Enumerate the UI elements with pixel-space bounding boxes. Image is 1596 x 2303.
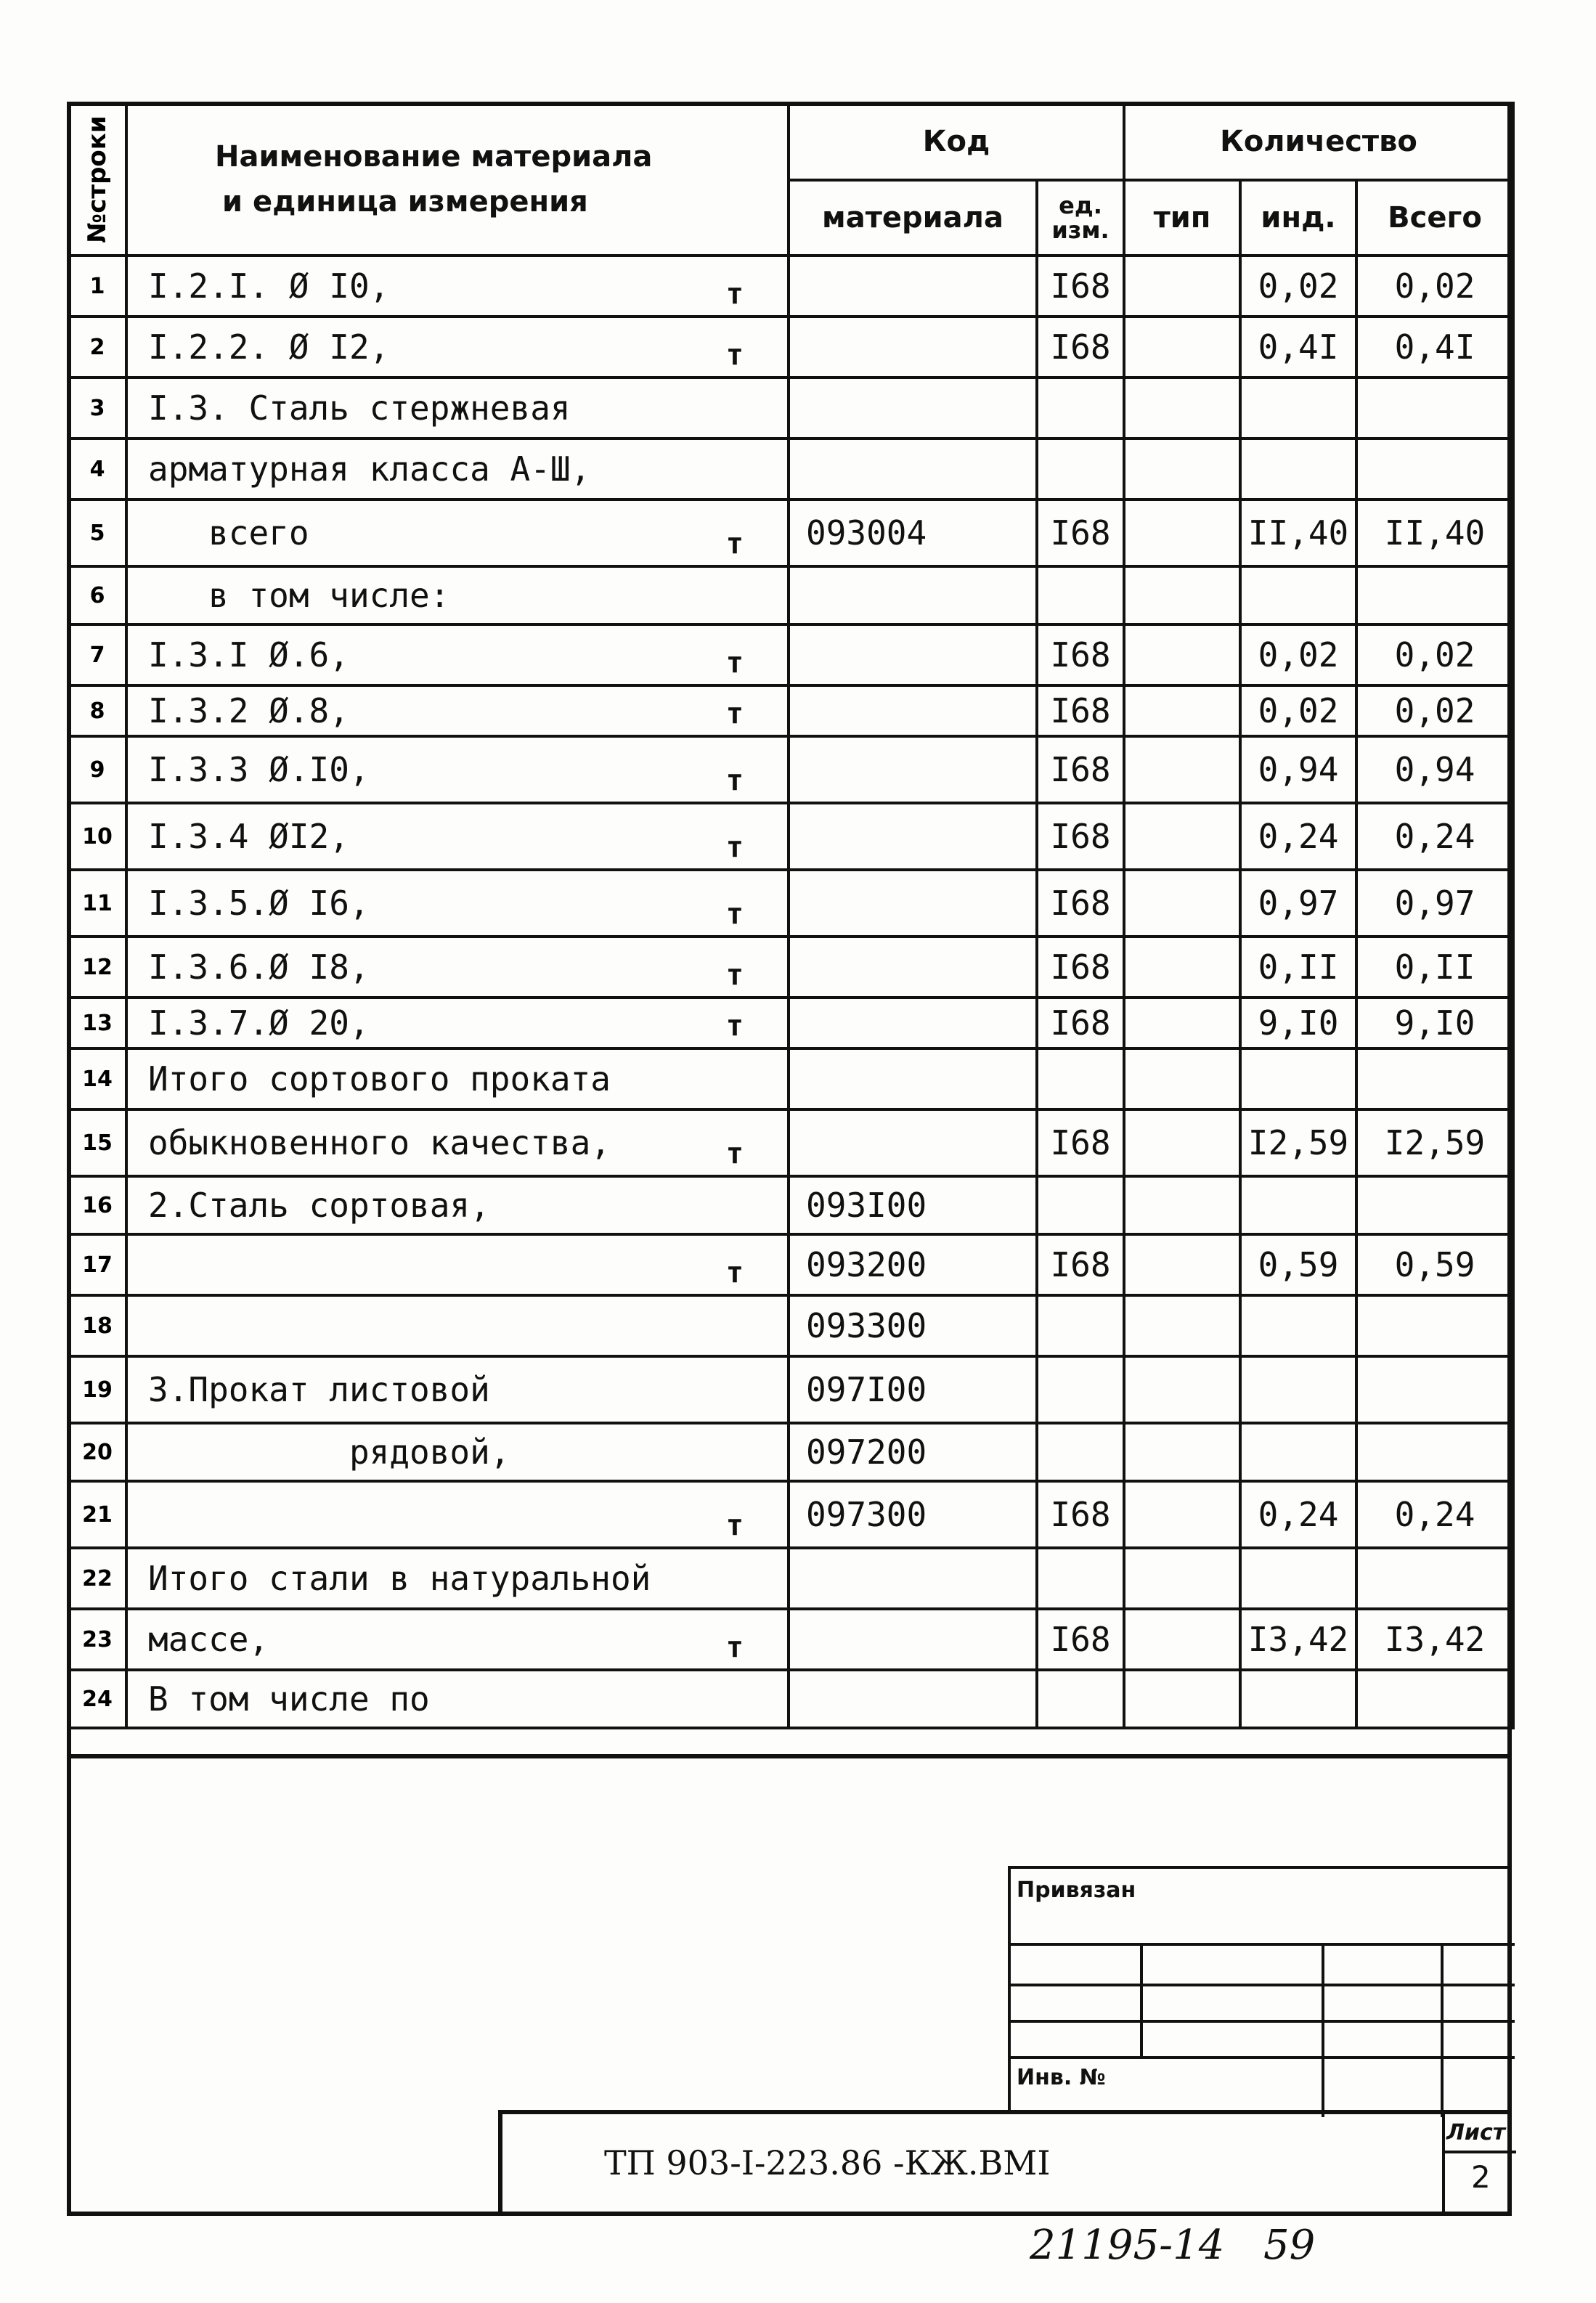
unit-code: I68 (1037, 1609, 1124, 1670)
row-number: 1 (68, 256, 126, 317)
unit-mark: т (725, 1631, 744, 1664)
qty-ind: I2,59 (1240, 1109, 1356, 1176)
unit-code: I68 (1037, 736, 1124, 803)
material-code: 093200 (789, 1234, 1037, 1295)
archive-number: 21195-14 (1030, 2222, 1225, 2269)
sheet-frame (67, 102, 1512, 2216)
unit-code: I68 (1037, 256, 1124, 317)
material-code: 093300 (789, 1295, 1037, 1356)
qty-ind: 0,4I (1240, 317, 1356, 378)
unit-code: I68 (1037, 685, 1124, 736)
material-name: I.3.6.Ø I8, т (126, 937, 789, 998)
material-name: I.3.5.Ø I6, т (126, 870, 789, 937)
material-code: 097200 (789, 1423, 1037, 1481)
qty-ind: II,40 (1240, 500, 1356, 566)
material-name: I.2.I. Ø I0, т (126, 256, 789, 317)
qty-total: 0,97 (1356, 870, 1513, 937)
material-code: 093004 (789, 500, 1037, 566)
row-number: 16 (68, 1176, 126, 1234)
row-number: 21 (68, 1481, 126, 1548)
row-number: 20 (68, 1423, 126, 1481)
unit-header: ед. изм. (1037, 180, 1124, 256)
material-name: 2.Сталь сортовая, (126, 1176, 789, 1234)
material-name-header: Наименование материала и единица измерения (126, 103, 789, 256)
row-number: 3 (68, 378, 126, 439)
unit-mark: т (725, 646, 744, 680)
row-number: 7 (68, 624, 126, 685)
unit-code: I68 (1037, 937, 1124, 998)
material-code: 097300 (789, 1481, 1037, 1548)
material-name: В том числе по (126, 1670, 789, 1728)
unit-mark: т (725, 697, 744, 730)
unit-code: I68 (1037, 1481, 1124, 1548)
unit-code: I68 (1037, 1109, 1124, 1176)
material-name: I.3.3 Ø.I0, т (126, 736, 789, 803)
code-header: Код (789, 103, 1124, 180)
sheet-number: 2 (1471, 2159, 1491, 2195)
qty-total: 0,24 (1356, 803, 1513, 870)
qty-total: 0,02 (1356, 256, 1513, 317)
quantity-header: Количество (1124, 103, 1513, 180)
unit-mark: т (725, 958, 744, 992)
page-number: 59 (1263, 2222, 1316, 2269)
row-number: 24 (68, 1670, 126, 1728)
row-number: 4 (68, 439, 126, 500)
qty-total: 0,59 (1356, 1234, 1513, 1295)
row-number: 9 (68, 736, 126, 803)
row-number: 6 (68, 566, 126, 624)
qty-total: 0,24 (1356, 1481, 1513, 1548)
qty-total: I3,42 (1356, 1609, 1513, 1670)
material-code: 097I00 (789, 1356, 1037, 1423)
qty-total: 0,94 (1356, 736, 1513, 803)
material-name: Итого сортового проката (126, 1048, 789, 1109)
qty-ind: 0,02 (1240, 624, 1356, 685)
row-number: 15 (68, 1109, 126, 1176)
unit-code: I68 (1037, 803, 1124, 870)
qty-ind: I3,42 (1240, 1609, 1356, 1670)
privyazan-label: Привязан (1017, 1878, 1136, 1903)
unit-mark: т (725, 277, 744, 311)
row-number: 13 (68, 998, 126, 1048)
total-header: Всего (1356, 180, 1513, 256)
material-name: I.3.I Ø.6, т (126, 624, 789, 685)
qty-total: II,40 (1356, 500, 1513, 566)
row-number: 23 (68, 1609, 126, 1670)
qty-ind: 9,I0 (1240, 998, 1356, 1048)
material-name: рядовой, (126, 1423, 789, 1481)
qty-ind: 0,97 (1240, 870, 1356, 937)
qty-ind: 0,24 (1240, 803, 1356, 870)
material-name: I.3.4 ØI2, т (126, 803, 789, 870)
row-number: 11 (68, 870, 126, 937)
row-number: 5 (68, 500, 126, 566)
qty-ind: 0,II (1240, 937, 1356, 998)
row-number: 8 (68, 685, 126, 736)
sheet-label: Лист (1446, 2120, 1506, 2145)
material-name: обыкновенного качества, т (126, 1109, 789, 1176)
ind-header: инд. (1240, 180, 1356, 256)
unit-mark: т (725, 1256, 744, 1289)
row-number: 10 (68, 803, 126, 870)
unit-code: I68 (1037, 998, 1124, 1048)
material-code-header: материала (789, 180, 1037, 256)
unit-mark: т (725, 338, 744, 372)
material-name: I.2.2. Ø I2, т (126, 317, 789, 378)
row-number: 18 (68, 1295, 126, 1356)
unit-mark: т (725, 831, 744, 864)
row-number: 19 (68, 1356, 126, 1423)
material-name: I.3. Сталь стержневая (126, 378, 789, 439)
row-number: 17 (68, 1234, 126, 1295)
unit-mark: т (725, 1009, 744, 1043)
unit-code: I68 (1037, 624, 1124, 685)
unit-mark: т (725, 527, 744, 561)
unit-mark: т (725, 897, 744, 931)
qty-total: 0,02 (1356, 685, 1513, 736)
material-code: 093I00 (789, 1176, 1037, 1234)
material-name: всего т (126, 500, 789, 566)
row-number: 12 (68, 937, 126, 998)
unit-code: I68 (1037, 1234, 1124, 1295)
unit-code: I68 (1037, 870, 1124, 937)
qty-ind: 0,02 (1240, 256, 1356, 317)
qty-ind: 0,24 (1240, 1481, 1356, 1548)
row-number: 14 (68, 1048, 126, 1109)
material-name: арматурная класса А-Ш, (126, 439, 789, 500)
material-name: 3.Прокат листовой (126, 1356, 789, 1423)
row-number: 22 (68, 1548, 126, 1609)
row-number: 2 (68, 317, 126, 378)
qty-total: 0,02 (1356, 624, 1513, 685)
qty-total: 0,4I (1356, 317, 1513, 378)
material-name: в том числе: (126, 566, 789, 624)
qty-total: I2,59 (1356, 1109, 1513, 1176)
unit-mark: т (725, 1509, 744, 1542)
unit-mark: т (725, 1137, 744, 1170)
material-name: I.3.2 Ø.8, т (126, 685, 789, 736)
unit-code: I68 (1037, 500, 1124, 566)
unit-code: I68 (1037, 317, 1124, 378)
material-name: I.3.7.Ø 20, т (126, 998, 789, 1048)
material-name: Итого стали в натуральной (126, 1548, 789, 1609)
qty-ind: 0,59 (1240, 1234, 1356, 1295)
type-header: тип (1124, 180, 1240, 256)
row-number-header: №строки (68, 103, 126, 256)
material-name: массе, т (126, 1609, 789, 1670)
unit-mark: т (725, 764, 744, 797)
qty-ind: 0,02 (1240, 685, 1356, 736)
inv-no-label: Инв. № (1017, 2065, 1106, 2090)
qty-total: 0,II (1356, 937, 1513, 998)
document-code: ТП 903-I-223.86 -КЖ.ВМI (604, 2143, 1051, 2182)
qty-ind: 0,94 (1240, 736, 1356, 803)
qty-total: 9,I0 (1356, 998, 1513, 1048)
